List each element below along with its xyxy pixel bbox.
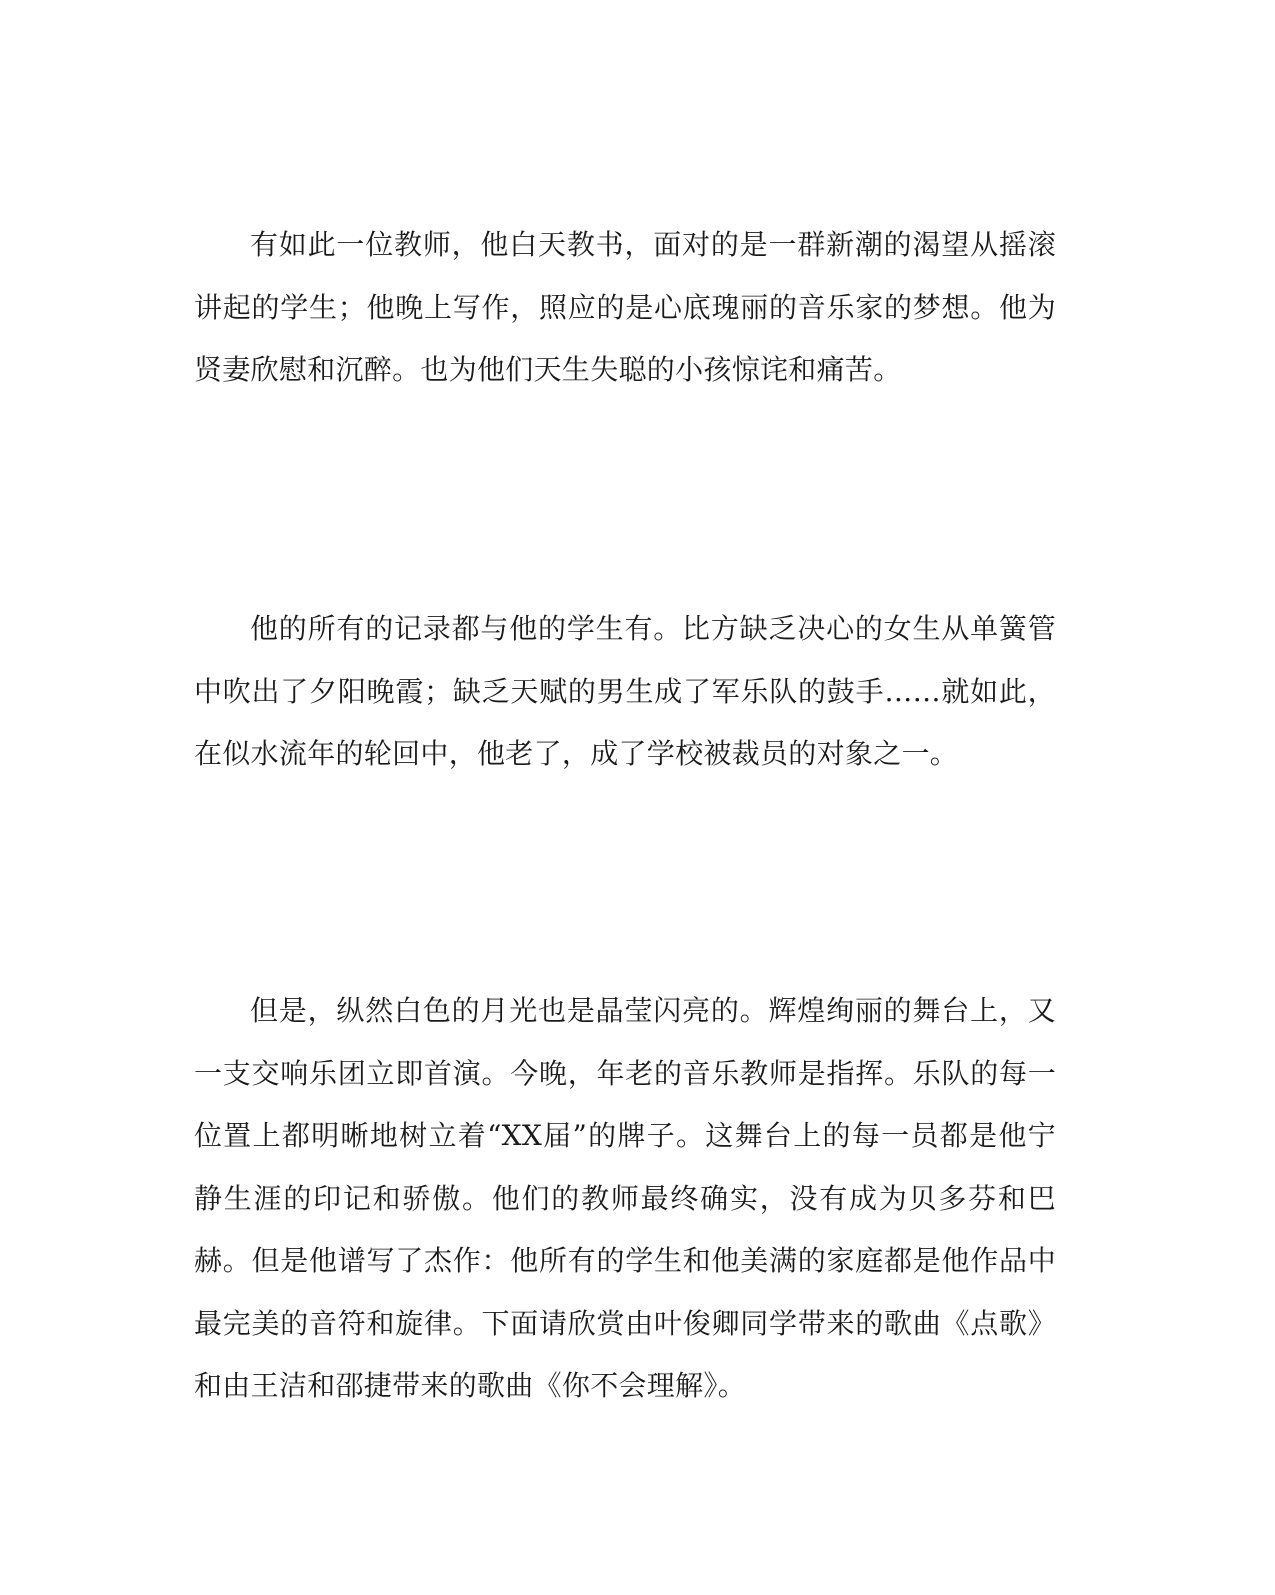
paragraph-3: 但是，纵然白色的月光也是晶莹闪亮的。辉煌绚丽的舞台上，又一支交响乐团立即首演。今晚，年老的音乐教师是指挥。乐队的每一位置上都明晰地树立着“XX届”的牌子。这舞台上的每一员都是他宁静生涯的印记和骄傲。他们的教师最终确实，没有成为贝多芬和巴赫。但是他谱写了杰作：他所有的学生和他美满的家庭都是他作品中最完美的音符和旋律。下面请欣赏由叶俊卿同学带来的歌曲《点歌》和由王洁和邵捷带来的歌曲《你不会理解》。 xyxy=(194,994,1056,1402)
paragraph-1: 有如此一位教师，他白天教书，面对的是一群新潮的渴望从摇滚讲起的学生；他晚上写作，照应的是心底瑰丽的音乐家的梦想。他为贤妻欣慰和沉醉。也为他们天生失聪的小孩惊诧和痛苦。 xyxy=(194,228,1056,386)
paragraph-2: 他的所有的记录都与他的学生有。比方缺乏决心的女生从单簧管中吹出了夕阳晚霞；缺乏天赋的男生成了军乐队的鼓手……就如此，在似水流年的轮回中，他老了，成了学校被裁员的对象之一。 xyxy=(194,612,1056,770)
